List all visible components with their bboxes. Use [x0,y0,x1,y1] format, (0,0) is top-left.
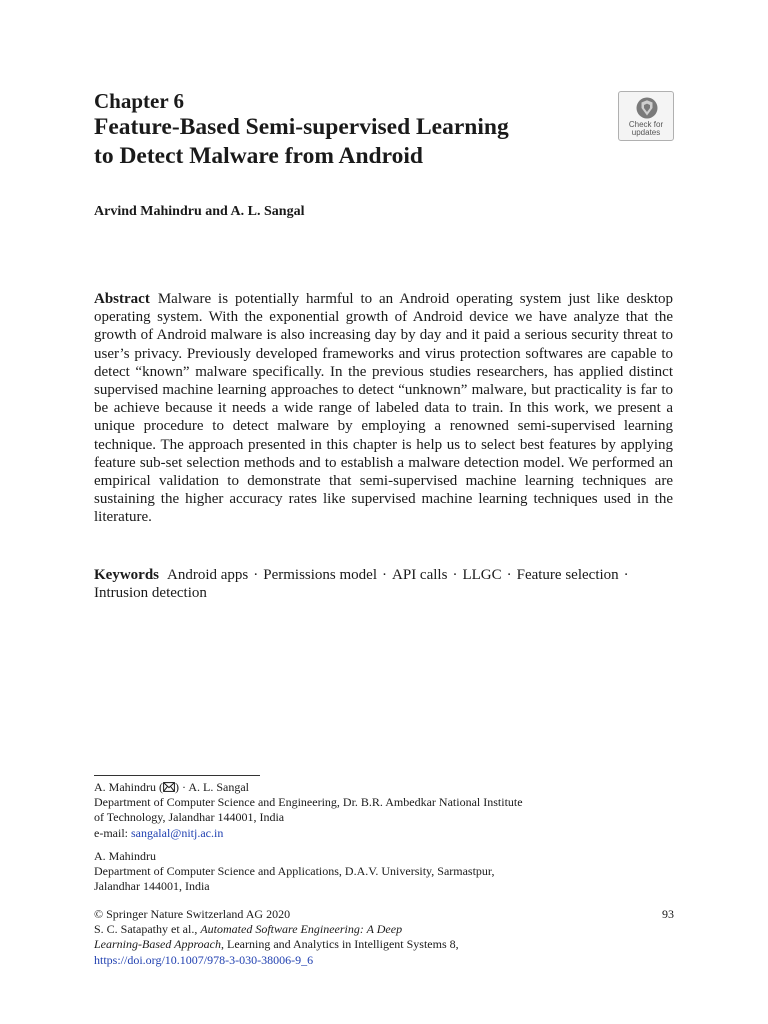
keywords [94,566,673,602]
affiliation-1-email-row [94,826,674,841]
keyword-separator: · [623,567,629,583]
check-updates-icon [635,96,659,120]
keywords-label: Keywords [94,567,159,583]
chapter-title-line-2: to Detect Malware from Android [94,143,423,169]
email-label: e-mail: [94,825,131,840]
check-for-updates-label [619,121,673,137]
author-sangal: · A. L. Sangal [179,780,249,794]
doi-link[interactable]: https://doi.org/10.1007/978-3-030-38006-9_6 [94,952,314,967]
keyword-separator: · [506,567,512,583]
author-list: Arvind Mahindru and A. L. Sangal [94,204,305,219]
keyword-item: Permissions model [263,567,378,583]
page-number: 93 [662,907,674,921]
copyright-line: © Springer Nature Switzerland AG 2020 [94,907,291,921]
keyword-item: LLGC [462,567,502,583]
affiliation-1-line-2: Department of Computer Science and Engineering, Dr. B.R. Ambedkar National Institute [94,795,523,810]
chapter-title [94,113,604,171]
citation-line-1 [94,922,674,937]
citation-line-2 [94,937,674,952]
affiliation-1-authors [94,780,674,795]
affiliation-1 [94,780,674,841]
book-title-part-2: Learning-Based Approach [94,937,221,952]
keyword-separator: · [452,567,458,583]
badge-line-2: updates [631,128,661,137]
email-link[interactable]: sangalal@nitj.ac.in [130,825,224,840]
citation-prefix: S. C. Satapathy et al., [94,922,201,937]
keyword-item: Android apps [167,567,249,583]
abstract-label: Abstract [94,291,150,307]
series-info: , Learning and Analytics in Intelligent Systems 8, [221,937,459,952]
keyword-item: Intrusion detection [94,585,207,602]
book-title-part-1: Automated Software Engineering: A Deep [200,922,403,937]
affiliation-1-line-3: of Technology, Jalandhar 144001, India [94,810,285,825]
affiliation-2-line-1: A. Mahindru [94,849,156,863]
abstract-text: Malware is potentially harmful to an Android operating system just like desktop operating system. With the exponential growth of Android device we have analyze that the growth of Android malware is also increasing day by day and it paid a serious security threat to user’s privacy. Previously developed frameworks and virus protection softwares are capable to detect “known” malware specifically. In the previous studies researchers, has applied distinct supervised machine learning approaches to detect “unknown” malware, but practicality is far to be achieve because it needs a wide range of labeled data to train. In this work, we present a unique procedure to detect malware by employing a renowned semi-supervised learning technique. The approach presented in this chapter is help us to select best features by applying feature sub-set selection methods and to establish a malware detection model. We performed an empirical validation to demonstrate that semi-supervised machine learning techniques are sustaining the higher accuracy rates like supervised machine learning techniques used in the literature. [94,291,673,526]
badge-line-1: Check for [628,120,664,129]
chapter-title-line-1: Feature-Based Semi-supervised Learning [94,114,509,140]
keyword-item: API calls [392,567,448,583]
doi-row [94,953,674,968]
author-mahindru: A. Mahindru ( [94,780,163,794]
abstract [94,290,673,527]
envelope-icon [163,782,175,792]
affiliation-2-line-2: Department of Computer Science and Applications, D.A.V. University, Sarmastpur, [94,864,495,879]
footnote-divider [94,775,260,776]
keyword-item: Feature selection [516,567,619,583]
author-mark-close: ) [175,780,179,794]
chapter-label: Chapter 6 [94,89,185,113]
affiliation-2 [94,849,674,895]
keyword-separator: · [253,567,259,583]
publication-info [94,907,674,968]
keyword-separator: · [382,567,388,583]
affiliation-2-line-3: Jalandhar 144001, India [94,879,210,894]
check-for-updates-badge[interactable] [618,91,674,141]
